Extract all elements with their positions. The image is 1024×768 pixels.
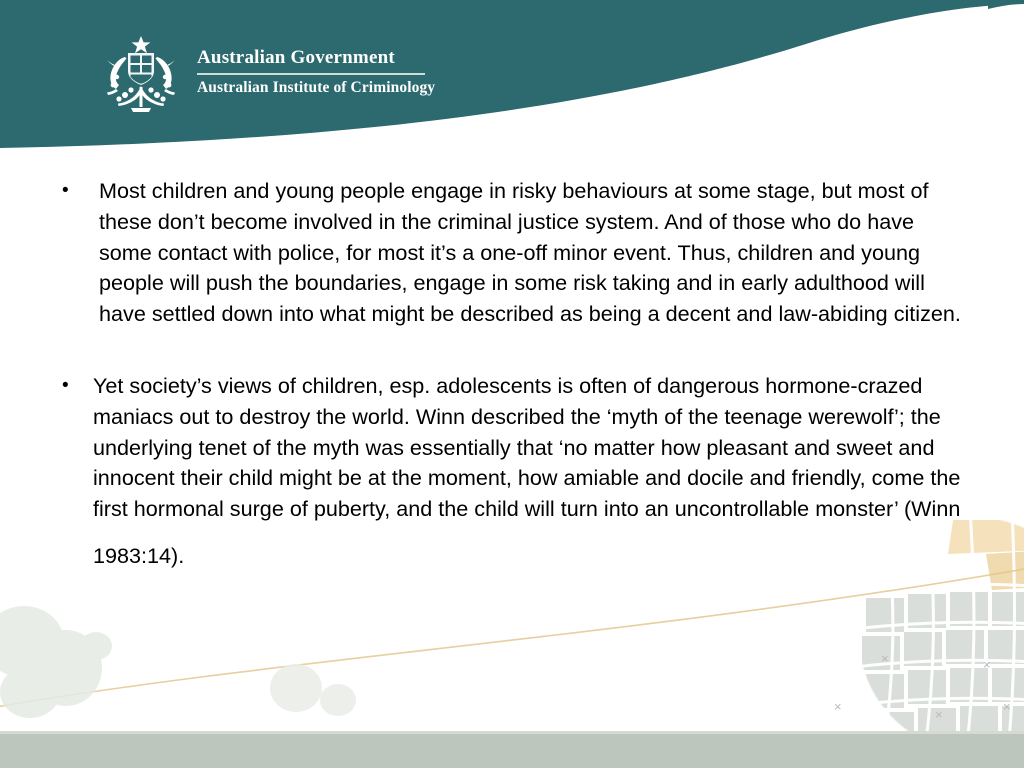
soft-circles-icon: [0, 576, 420, 736]
bullet-text: Yet society’s views of children, esp. adolescents is often of dangerous hormone-crazed maniacs out to destroy the world. Winn described the ‘myth of the teenage werewolf’; the underlying tenet of the myth was essentially that ‘no matter how pleasant and sweet and innocent their child might be at the moment, how amiable and docile and friendly, come the first hormonal surge of puberty, and the child will turn into an uncontrollable monster’ (Winn: [93, 372, 961, 522]
bullet-citation: 1983:14).: [93, 542, 185, 568]
bullet-paragraph: [62, 176, 967, 330]
logo-title: Australian Government: [197, 47, 395, 68]
australian-government-logo: [95, 33, 435, 117]
logo-subtitle: Australian Institute of Criminology: [197, 79, 436, 96]
bullet-marker: •: [62, 374, 69, 396]
decorative-x-icon: ×: [1003, 699, 1011, 714]
footer-bar: [0, 734, 1024, 768]
decorative-x-icon: ×: [935, 707, 943, 722]
slide-body: [0, 176, 1024, 572]
decorative-x-icon: ×: [881, 651, 889, 666]
logo-divider: [197, 73, 425, 75]
bullet-marker: •: [62, 180, 69, 201]
bullet-text: Most children and young people engage in risky behaviours at some stage, but most of these don’t become involved in the criminal justice system. And of those who do have some contact with police, for most it’s a one-off minor event. Thus, children and young people will push the boundaries, engage in some risk taking and in early adulthood will have settled down into what might be described as being a decent and law-abiding citizen.: [99, 178, 961, 327]
decorative-x-icon: ×: [983, 657, 991, 672]
australian-coat-of-arms-icon: [95, 33, 187, 117]
bullet-paragraph: [62, 371, 967, 572]
decorative-x-icon: ×: [834, 699, 842, 714]
logo-wordmark: [197, 33, 435, 97]
